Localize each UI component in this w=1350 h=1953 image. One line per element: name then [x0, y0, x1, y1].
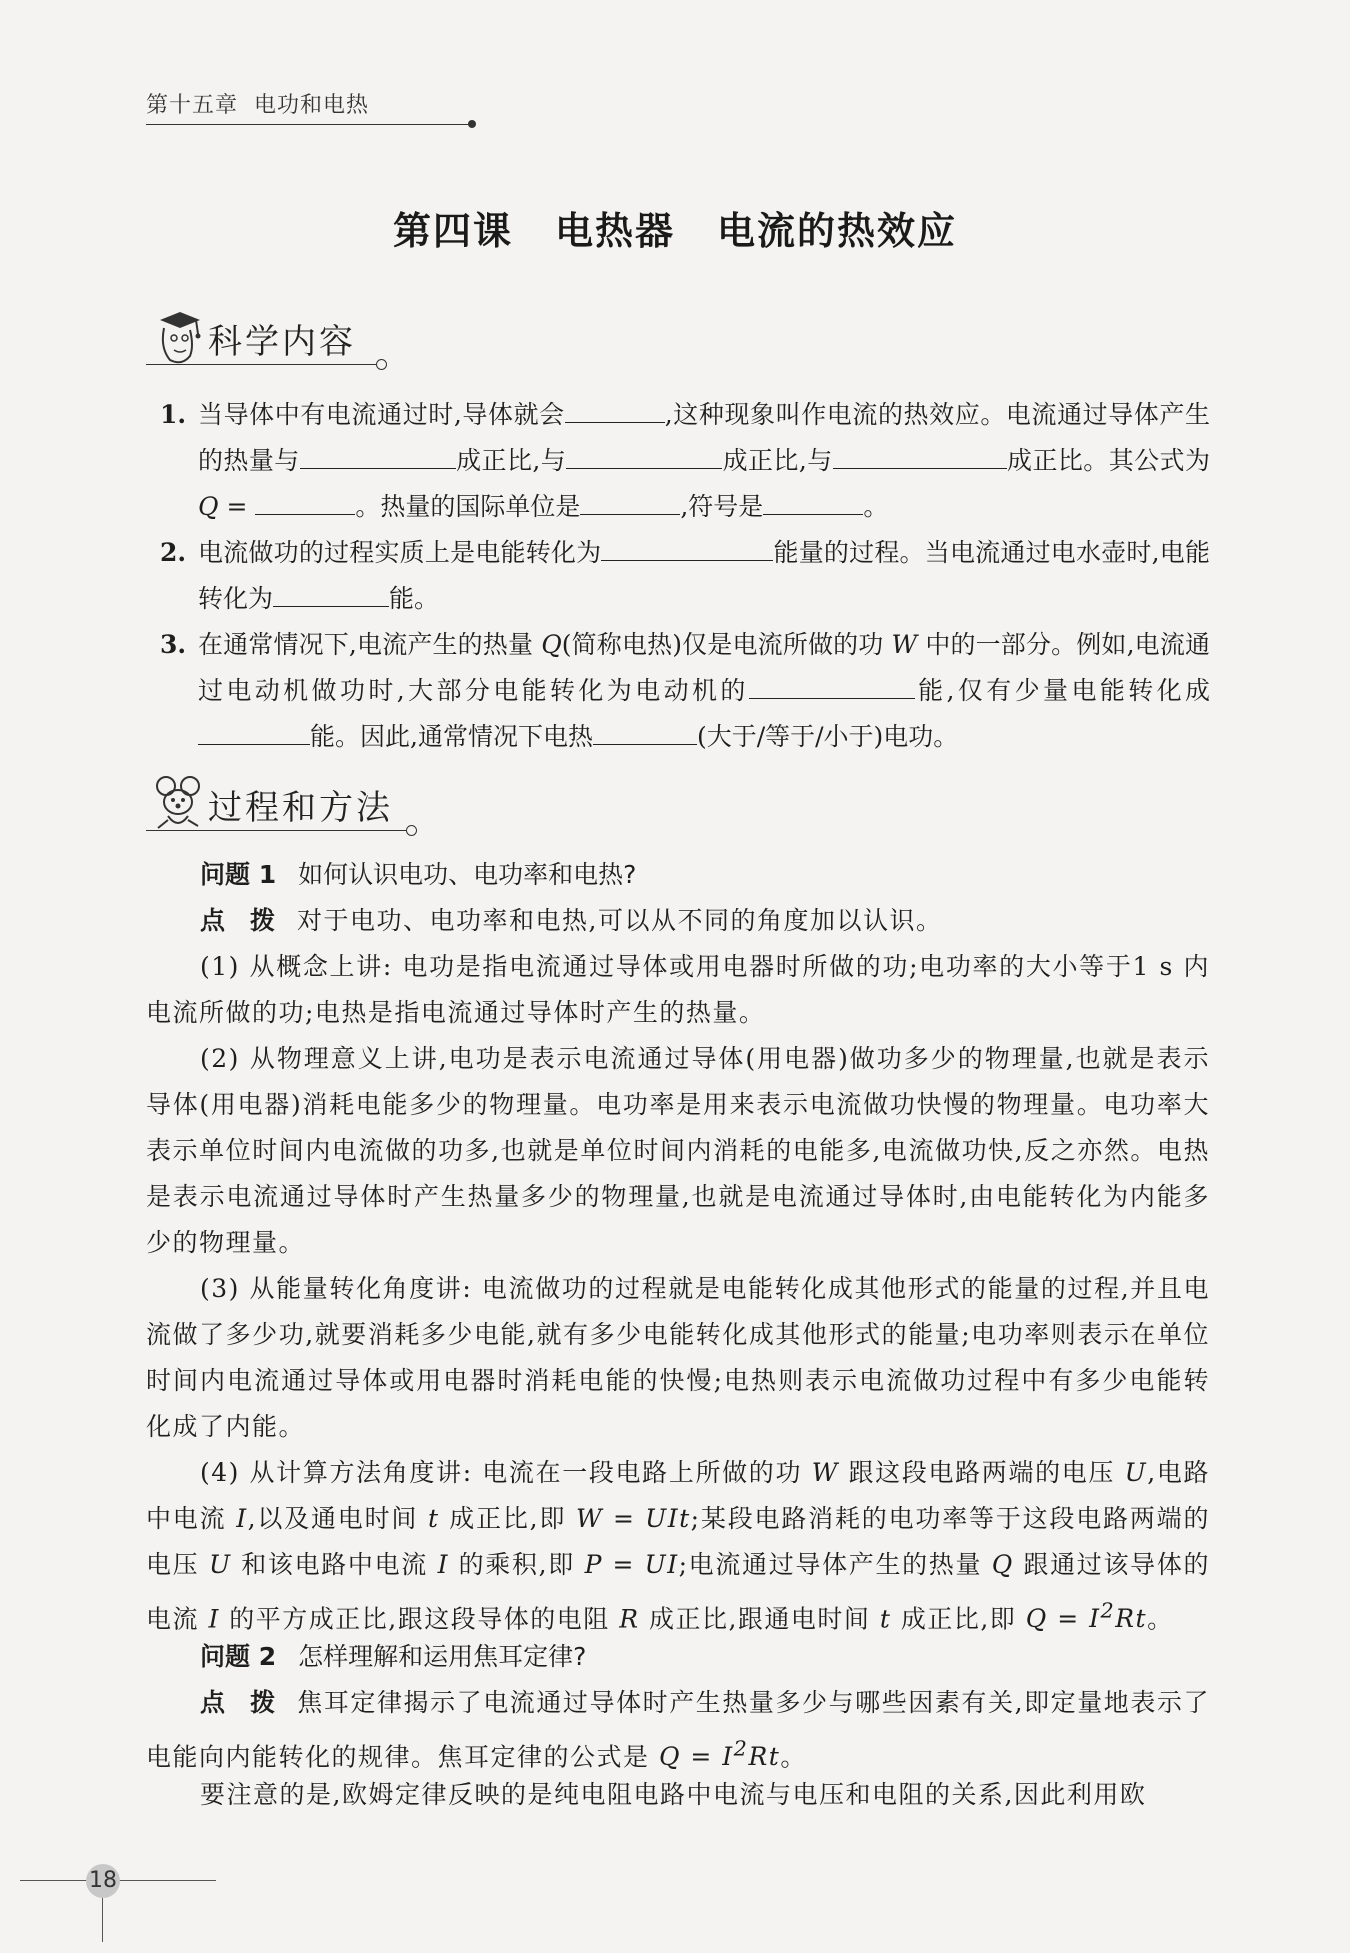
item-text: 中的一部分。例如,电流通过电动机做功时,大部分电能转化为电动机的 — [198, 630, 1210, 705]
hint-text: 。 — [780, 1742, 807, 1772]
item-text: 电流做功的过程实质上是电能转化为 — [198, 538, 602, 567]
fill-blank[interactable] — [833, 440, 1007, 469]
item-number: 2. — [160, 538, 187, 567]
item-text: = — [218, 492, 256, 521]
formula-part: Q = I — [1025, 1604, 1101, 1634]
fill-blank[interactable] — [601, 532, 773, 561]
paragraph-ohm-note: 要注意的是,欧姆定律反映的是纯电阻电路中电流与电压和电阻的关系,因此利用欧 — [200, 1780, 1147, 1809]
item-text: 。 — [863, 492, 889, 521]
fill-blank[interactable] — [565, 394, 665, 423]
para-text: (4) 从计算方法角度讲: 电流在一段电路上所做的功 — [200, 1458, 812, 1487]
formula-exponent: 2 — [1100, 1599, 1116, 1623]
para-text: 的乘积,即 — [449, 1550, 585, 1579]
hint-text: 焦耳定律揭示了电流通过导体时产生热量多少与哪些因素有关,即定量地表示了电能向内能转化的规律。焦耳定律的公式是 — [146, 1688, 1210, 1772]
section-ring — [376, 359, 387, 370]
para-text: 跟这段电路两端的电压 — [838, 1458, 1125, 1487]
para-text: 跟通过该导体的电流 — [146, 1550, 1211, 1634]
variable-u: U — [209, 1550, 232, 1579]
paragraph-calculation — [146, 1450, 1210, 1642]
para-text: ;电流通过导体产生的热量 — [678, 1550, 992, 1579]
formula-joule — [658, 1737, 781, 1772]
page-number-tick — [102, 1898, 103, 1942]
para-text: 成正比,即 — [439, 1504, 577, 1533]
lesson-number: 第四课 — [392, 208, 513, 253]
question-text: 怎样理解和运用焦耳定律? — [298, 1642, 587, 1671]
para-text: 成正比,即 — [891, 1604, 1026, 1634]
item-text: 能量的过程。当电流通过电水壶时,电能转化为 — [198, 538, 1210, 613]
fill-blank[interactable] — [580, 486, 680, 515]
section-underline — [146, 830, 408, 831]
para-text: ;某段电路消耗的电功率等于这段电路两端的电压 — [146, 1504, 1210, 1579]
hint-2 — [146, 1680, 1210, 1780]
fill-blank[interactable] — [566, 440, 722, 469]
variable-i: I — [236, 1504, 248, 1533]
variable-q: Q — [541, 630, 562, 659]
variable-q: Q — [991, 1550, 1014, 1579]
item-text: (大于/等于/小于)电功。 — [696, 722, 959, 751]
section-title: 科学内容 — [208, 322, 356, 362]
item-text: 。热量的国际单位是 — [355, 492, 581, 521]
question-1-heading — [200, 852, 1210, 898]
section-underline — [146, 364, 378, 365]
item-text: ,符号是 — [680, 492, 764, 521]
para-text: ,电路中电流 — [146, 1458, 1210, 1533]
question-label: 问题 1 — [200, 860, 277, 889]
scholar-mascot-icon — [154, 308, 202, 366]
question-text: 如何认识电功、电功率和电热? — [298, 860, 637, 889]
item-text: 在通常情况下,电流产生的热量 — [198, 630, 542, 659]
question-item-2 — [160, 530, 1210, 622]
paragraph-energy-conversion: (3) 从能量转化角度讲: 电流做功的过程就是电能转化成其他形式的能量的过程,并且电流做了多少功,就要消耗多少电能,就有多少电能转化成其他形式的能量;电功率则表示在单位时间内电流通过导体或用电器时消耗电能的快慢;电热则表示电流做功过程中有多少电能转化成了内能。 — [146, 1274, 1210, 1441]
variable-t: t — [427, 1504, 440, 1533]
chapter-title: 电功和电热 — [254, 93, 370, 118]
item-number: 1. — [160, 400, 187, 429]
paragraph-concept: (1) 从概念上讲: 电功是指电流通过导体或用电器时所做的功;电功率的大小等于1 s 内电流所做的功;电热是指电流通过导体时产生的热量。 — [146, 952, 1210, 1027]
question-item-3 — [160, 622, 1210, 760]
lesson-title — [0, 200, 1350, 255]
hint-text: 对于电功、电功率和电热,可以从不同的角度加以认识。 — [297, 906, 943, 935]
hint-label: 点 拨 — [200, 906, 276, 935]
variable-i: I — [208, 1604, 220, 1634]
variable-w: W — [811, 1458, 839, 1487]
section-heading-science — [146, 308, 416, 368]
item-text: 能。 — [389, 584, 440, 613]
paragraph-physical-meaning: (2) 从物理意义上讲,电功是表示电流通过导体(用电器)做功多少的物理量,也就是表示导体(用电器)消耗电能多少的物理量。电功率是用来表示电流做功快慢的物理量。电功率大表示单位时间内电流做的功多,也就是单位时间内消耗的电能多,电流做功快,反之亦然。电热是表示电流通过导体时产生热量多少的物理量,也就是电流通过导体时,由电能转化为内能多少的物理量。 — [146, 1044, 1210, 1257]
fill-blank[interactable] — [273, 578, 389, 607]
formula-joule — [1025, 1599, 1148, 1634]
item-text: 当导体中有电流通过时,导体就会 — [198, 400, 565, 429]
header-rule — [146, 124, 472, 125]
section-title: 过程和方法 — [208, 788, 393, 828]
para-text: 的平方成正比,跟这段导体的电阻 — [219, 1604, 620, 1634]
hint-label: 点 拨 — [200, 1688, 276, 1717]
lesson-topic-2: 电流的热效应 — [717, 208, 958, 253]
section-ring — [406, 825, 417, 836]
fill-blank[interactable] — [593, 716, 697, 745]
formula-work: W = UIt — [576, 1504, 691, 1533]
variable-w: W — [891, 630, 918, 659]
fill-blank[interactable] — [255, 486, 355, 515]
variable-i: I — [437, 1550, 449, 1579]
section-heading-method — [146, 774, 416, 834]
formula-part: Rt — [1115, 1604, 1148, 1634]
item-text: (简称电热)仅是电流所做的功 — [561, 630, 892, 659]
fill-blank[interactable] — [300, 440, 456, 469]
page-number: 18 — [86, 1864, 120, 1898]
item-text: ,这种现象叫作电流的热效应。电流通过导体产生的热量与 — [198, 400, 1211, 475]
formula-part: Q = I — [658, 1742, 734, 1772]
header-dot — [468, 120, 476, 128]
item-text: 能,仅有少量电能转化成 — [914, 676, 1211, 705]
para-text: 成正比,跟通电时间 — [639, 1604, 880, 1634]
chapter-number: 第十五章 — [146, 93, 239, 118]
question-item-1 — [160, 392, 1210, 530]
variable-u: U — [1124, 1458, 1148, 1487]
item-text: 成正比,与 — [722, 446, 833, 475]
running-header — [146, 88, 369, 119]
fill-blank[interactable] — [198, 716, 310, 745]
para-text: 。 — [1147, 1604, 1174, 1634]
item-text: 成正比,与 — [455, 446, 567, 475]
variable-t: t — [879, 1604, 892, 1634]
question-label: 问题 2 — [200, 1642, 277, 1671]
formula-power: P = UI — [584, 1550, 679, 1579]
item-text: 成正比。其公式为 — [1006, 446, 1210, 475]
variable-r: R — [619, 1604, 640, 1634]
mouse-mascot-icon — [154, 774, 202, 832]
fill-blank[interactable] — [749, 670, 915, 699]
item-number: 3. — [160, 630, 187, 659]
item-text: 能。因此,通常情况下电热 — [310, 722, 593, 751]
question-2-heading — [200, 1634, 1210, 1680]
fill-blank[interactable] — [763, 486, 863, 515]
formula-part: Rt — [748, 1742, 781, 1772]
variable-q: Q — [198, 492, 219, 521]
para-text: ,以及通电时间 — [247, 1504, 428, 1533]
lesson-topic-1: 电热器 — [554, 208, 675, 253]
hint-1 — [200, 898, 1210, 944]
para-text: 和该电路中电流 — [231, 1550, 438, 1579]
formula-exponent: 2 — [733, 1737, 749, 1761]
